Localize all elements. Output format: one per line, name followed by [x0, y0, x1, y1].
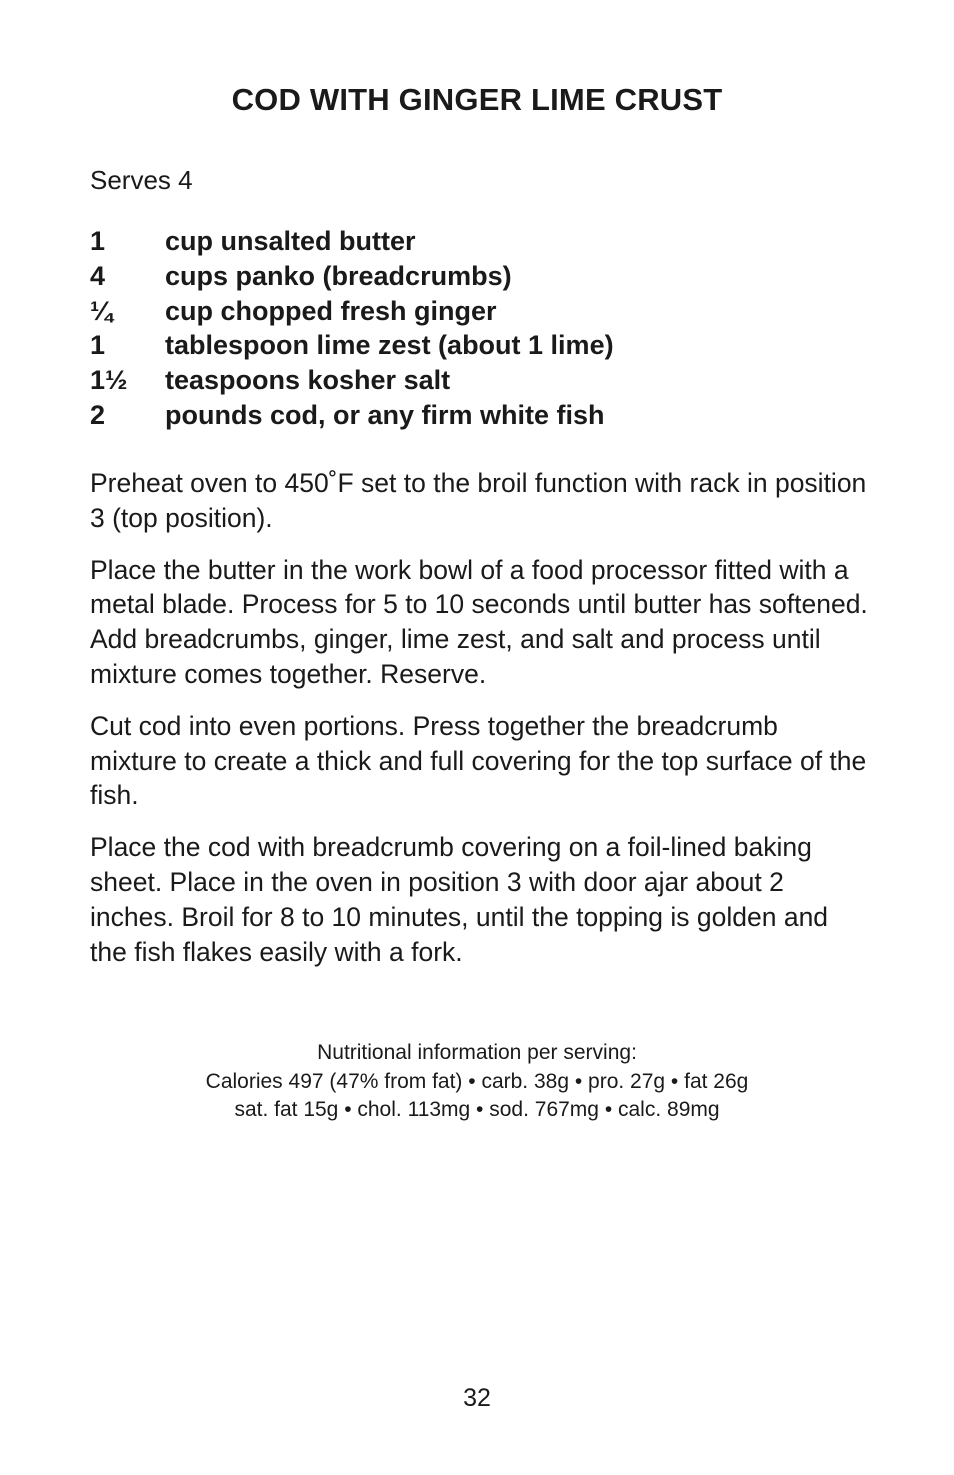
ingredient-description: cup chopped fresh ginger	[165, 295, 497, 326]
ingredient-item	[90, 259, 614, 294]
ingredient-item	[90, 294, 614, 329]
nutrition-line: Calories 497 (47% from fat) • carb. 38g • pro. 27g • fat 26g	[205, 1069, 749, 1093]
instruction-step: Place the butter in the work bowl of a food processor fitted with a metal blade. Process for 5 to 10 seconds until butter has softened. Add breadcrumbs, ginger, lime zest, and salt and process until mixture comes together. Reserve.	[90, 554, 868, 689]
instruction-step: Cut cod into even portions. Press together the breadcrumb mixture to create a thick and full covering for the top surface of the fish.	[90, 710, 867, 811]
instruction-step: Place the cod with breadcrumb covering on a foil-lined baking sheet. Place in the oven in position 3 with door ajar about 2 inches. Broil for 8 to 10 minutes, until the topping is golden and the fish flakes easily with a fork.	[90, 832, 829, 967]
ingredient-quantity: 1½	[90, 365, 128, 396]
instructions	[90, 466, 870, 986]
ingredient-description: pounds cod, or any firm white fish	[165, 399, 605, 430]
nutrition-info	[0, 1039, 954, 1125]
ingredient-quantity: 1	[90, 330, 106, 361]
ingredient-description: teaspoons kosher salt	[165, 365, 451, 396]
recipe-title: COD WITH GINGER LIME CRUST	[231, 82, 723, 117]
ingredient-item	[90, 224, 614, 259]
ingredient-item	[90, 328, 614, 363]
servings: Serves 4	[90, 165, 193, 195]
ingredient-quantity: 4	[90, 260, 106, 291]
ingredient-description: tablespoon lime zest (about 1 lime)	[165, 330, 614, 361]
ingredient-description: cup unsalted butter	[165, 226, 416, 256]
instruction-step: Preheat oven to 450˚F set to the broil function with rack in position 3 (top position).	[90, 468, 867, 533]
page-number: 32	[463, 1384, 491, 1412]
nutrition-heading: Nutritional information per serving:	[317, 1041, 637, 1064]
ingredient-quantity: 1	[90, 226, 106, 256]
ingredient-list	[90, 224, 614, 433]
ingredient-quantity: ¼	[90, 295, 113, 326]
nutrition-line: sat. fat 15g • chol. 113mg • sod. 767mg • calc. 89mg	[234, 1098, 720, 1121]
ingredient-item	[90, 363, 614, 398]
ingredient-item	[90, 398, 614, 433]
ingredient-description: cups panko (breadcrumbs)	[165, 260, 512, 291]
ingredient-quantity: 2	[90, 399, 106, 430]
